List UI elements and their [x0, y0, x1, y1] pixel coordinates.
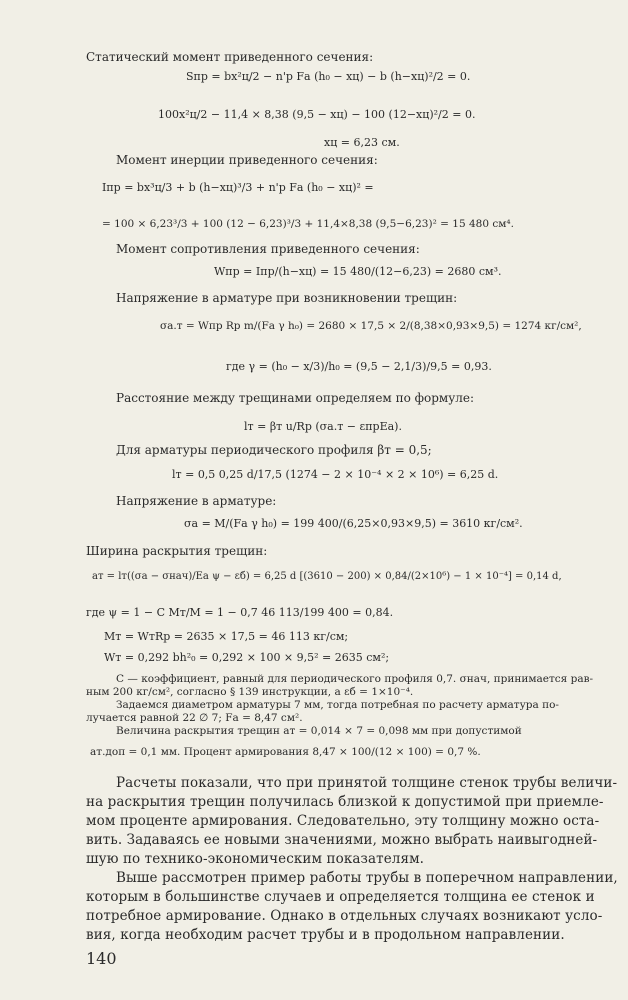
formula-line: σа.т = Wпр Rр m/(Fа γ h₀) = 2680 × 17,5 × 2/(8,38×0,93×9,5) = 1274 кг/см²,: [160, 320, 582, 332]
formula-line: Mт = WтRр = 2635 × 17,5 = 46 113 кг/см;: [104, 630, 349, 643]
note-line: aт.доп = 0,1 мм. Процент армирования 8,47 × 100/(12 × 100) = 0,7 %.: [90, 746, 481, 758]
text-line: Момент сопротивления приведенного сечения:: [116, 242, 420, 256]
body-line: шую по технико-экономическим показателям.: [86, 851, 425, 867]
formula-line: где ψ = 1 − C Mт/M = 1 − 0,7 46 113/199 400 = 0,84.: [86, 606, 394, 619]
text-line: Напряжение в арматуре при возникновении трещин:: [116, 291, 458, 305]
note-line: Величина раскрытия трещин aт = 0,014 × 7 = 0,098 мм при допустимой: [116, 725, 522, 737]
text-line: Момент инерции приведенного сечения:: [116, 153, 378, 167]
body-line: вия, когда необходим расчет трубы и в продольном направлении.: [86, 927, 565, 943]
formula-line: 100x²ц/2 − 11,4 × 8,38 (9,5 − xц) − 100 (12−xц)²/2 = 0.: [158, 108, 476, 121]
body-line: вить. Задаваясь ее новыми значениями, можно выбрать наивыгодней-: [86, 832, 598, 848]
page-number: 140: [86, 949, 117, 968]
formula-line: где γ = (h₀ − x/3)/h₀ = (9,5 − 2,1/3)/9,5 = 0,93.: [226, 360, 492, 373]
formula-line: = 100 × 6,23³/3 + 100 (12 − 6,23)³/3 + 11,4×8,38 (9,5−6,23)² = 15 480 см⁴.: [102, 218, 514, 230]
body-line: которым в большинстве случаев и определяется толщина ее стенок и: [86, 889, 595, 905]
formula-line: Sпр = bx²ц/2 − n'р Fа (h₀ − xц) − b (h−xц)²/2 = 0.: [186, 70, 471, 83]
formula-line: xц = 6,23 см.: [324, 136, 400, 149]
text-line: Напряжение в арматуре:: [116, 494, 277, 508]
text-line: Для арматуры периодического профиля βт = 0,5;: [116, 443, 432, 457]
body-line: потребное армирование. Однако в отдельных случаях возникают усло-: [86, 908, 603, 924]
text-line: Расстояние между трещинами определяем по формуле:: [116, 391, 475, 405]
note-line: C — коэффициент, равный для периодического профиля 0,7. σнач, принимается рав-: [116, 673, 594, 685]
note-line: Задаемся диаметром арматуры 7 мм, тогда потребная по расчету арматура по-: [116, 699, 559, 711]
body-line: Выше рассмотрен пример работы трубы в поперечном направлении,: [116, 870, 618, 886]
body-line: на раскрытия трещин получилась близкой к допустимой при приемле-: [86, 794, 604, 810]
formula-line: lт = βт u/Rр (σа.т − εпрEа).: [244, 420, 402, 433]
body-line: Расчеты показали, что при принятой толщине стенок трубы величи-: [116, 775, 618, 791]
text-line: Статический момент приведенного сечения:: [86, 50, 374, 64]
formula-line: Wт = 0,292 bh²₀ = 0,292 × 100 × 9,5² = 2635 см²;: [104, 651, 390, 664]
formula-line: aт = lт((σа − σнач)/Eа ψ − εб) = 6,25 d [(3610 − 200) × 0,84/(2×10⁶) − 1 × 10⁻⁴] = 0,14 d,: [92, 571, 562, 582]
formula-line: lт = 0,5 0,25 d/17,5 (1274 − 2 × 10⁻⁴ × 2 × 10⁶) = 6,25 d.: [172, 468, 499, 481]
body-line: мом проценте армирования. Следовательно, эту толщину можно оста-: [86, 813, 600, 829]
formula-line: Iпр = bx³ц/3 + b (h−xц)³/3 + n'р Fа (h₀ − xц)² =: [102, 181, 374, 194]
formula-line: σа = M/(Fа γ h₀) = 199 400/(6,25×0,93×9,5) = 3610 кг/см².: [184, 517, 523, 530]
note-line: ным 200 кг/см², согласно § 139 инструкции, а εб = 1×10⁻⁴.: [86, 686, 414, 698]
formula-line: Wпр = Iпр/(h−xц) = 15 480/(12−6,23) = 2680 см³.: [214, 265, 502, 278]
text-line: Ширина раскрытия трещин:: [86, 544, 268, 558]
note-line: лучается равной 22 ∅ 7; Fа = 8,47 см².: [86, 712, 303, 724]
